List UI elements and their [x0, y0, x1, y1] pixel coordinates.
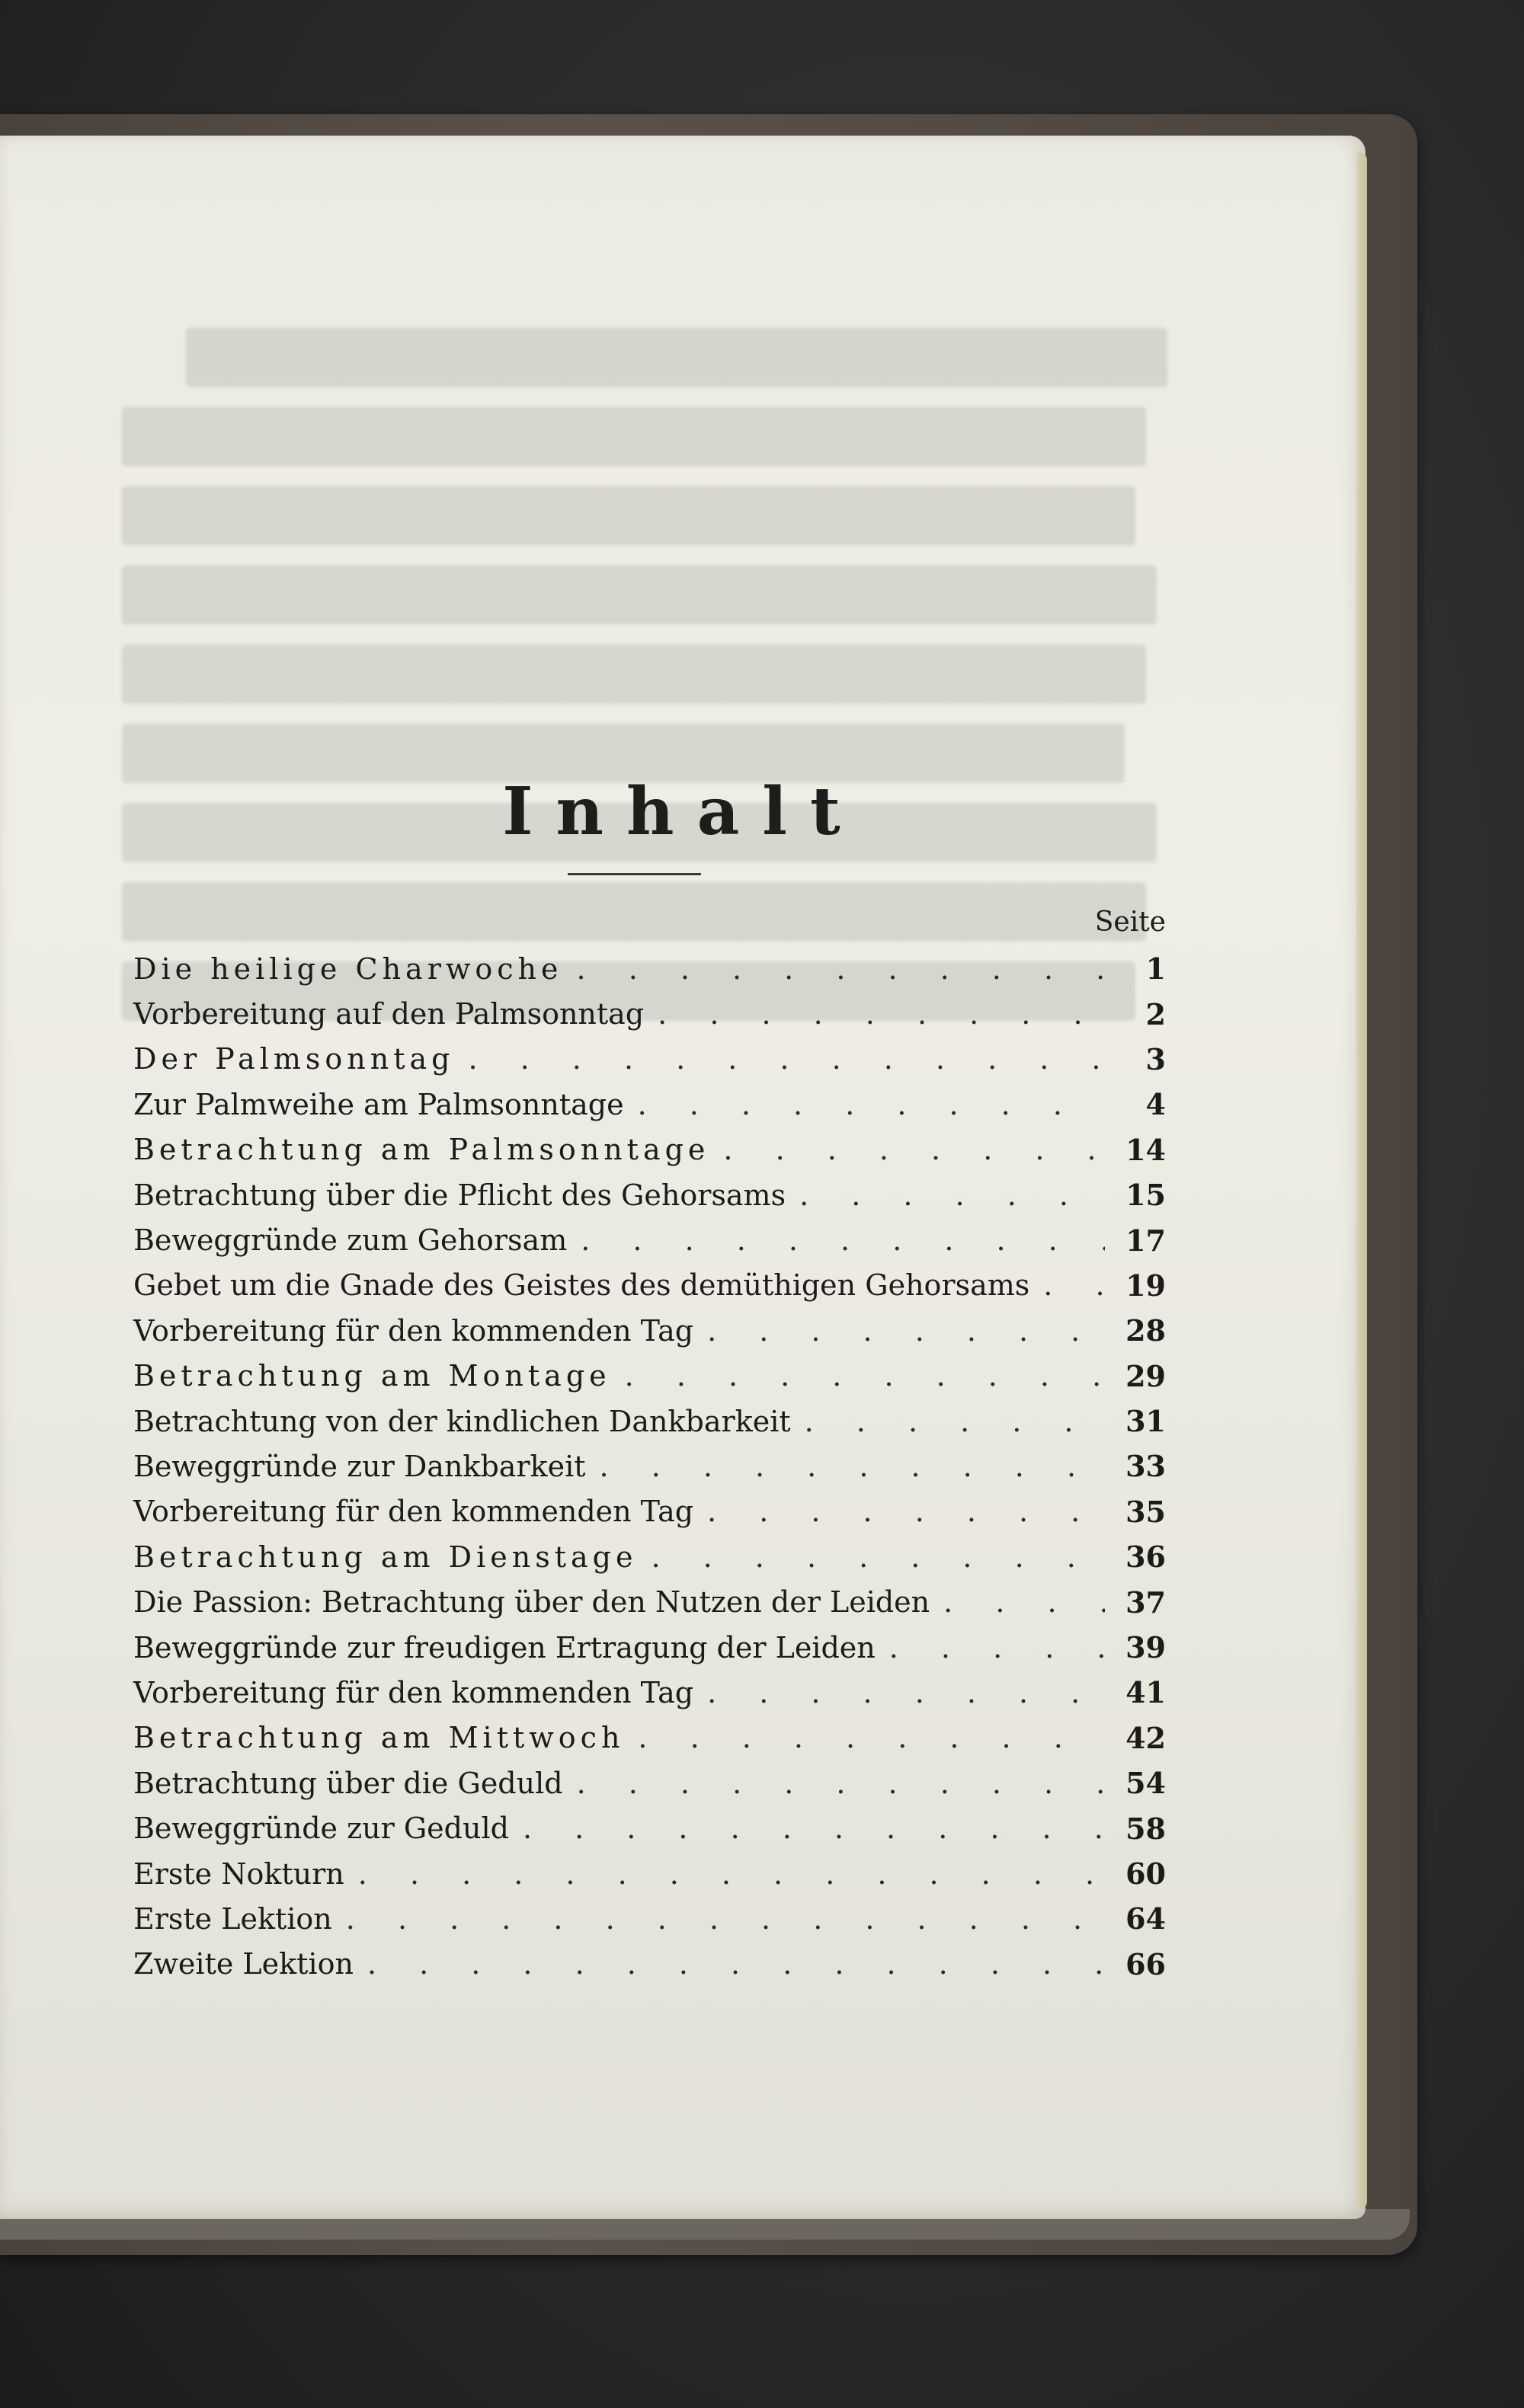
toc-entry [133, 1037, 1166, 1082]
toc-leader-dots [600, 1450, 1105, 1483]
toc-entry-page: 29 [1125, 1358, 1166, 1393]
toc-entry [133, 1896, 1166, 1941]
toc-entry-title: Der Palmsonntag [133, 1042, 455, 1076]
toc-entry-title: Zur Palmweihe am Palmsonntage [133, 1087, 624, 1121]
toc-entry [133, 1579, 1166, 1624]
toc-entry-title: Betrachtung über die Geduld [133, 1766, 563, 1800]
toc-leader-dots [707, 1676, 1105, 1709]
toc-entry-page: 35 [1125, 1494, 1166, 1529]
toc-leader-dots [707, 1495, 1105, 1528]
toc-entry-page: 28 [1125, 1313, 1166, 1348]
toc-entry-page: 17 [1125, 1223, 1166, 1258]
toc-leader-dots [889, 1631, 1105, 1664]
toc-entry-page: 3 [1145, 1041, 1166, 1076]
toc-entry [133, 1399, 1166, 1444]
toc-entry [133, 1851, 1166, 1896]
toc-leader-dots [523, 1812, 1105, 1845]
toc-leader-dots [581, 1223, 1105, 1257]
toc-entry-page: 64 [1125, 1901, 1166, 1936]
page-title: Inhalt [502, 773, 863, 850]
toc-entry-page: 42 [1125, 1720, 1166, 1755]
toc-entry [133, 1805, 1166, 1850]
toc-entry-page: 37 [1125, 1585, 1166, 1620]
toc-entry [133, 1082, 1166, 1127]
toc-entry-title: Betrachtung am Mittwoch [133, 1721, 625, 1755]
toc-entry [133, 1172, 1166, 1217]
toc-entry-page: 41 [1125, 1675, 1166, 1710]
toc-entry-page: 60 [1125, 1856, 1166, 1891]
toc-leader-dots [723, 1133, 1105, 1166]
toc-entry [133, 1942, 1166, 1987]
toc-entry-title: Vorbereitung für den kommenden Tag [133, 1675, 694, 1709]
toc-leader-dots [625, 1359, 1105, 1393]
toc-entry [133, 1534, 1166, 1579]
toc-entry-page: 2 [1145, 996, 1166, 1031]
toc-entry-title: Beweggründe zur Geduld [133, 1812, 509, 1846]
table-of-contents [133, 946, 1166, 1987]
toc-entry [133, 946, 1166, 991]
toc-entry-title: Beweggründe zur freudigen Ertragung der Leiden [133, 1630, 876, 1664]
toc-entry-title: Vorbereitung auf den Palmsonntag [133, 997, 645, 1031]
toc-leader-dots [577, 1767, 1105, 1800]
toc-entry-title: Erste Nokturn [133, 1856, 344, 1891]
toc-entry [133, 1489, 1166, 1534]
toc-leader-dots [367, 1947, 1105, 1981]
toc-entry-title: Die Passion: Betrachtung über den Nutzen der Leiden [133, 1585, 930, 1620]
toc-entry [133, 1217, 1166, 1262]
toc-entry-title: Betrachtung am Palmsonntage [133, 1133, 710, 1167]
toc-leader-dots [707, 1314, 1105, 1348]
toc-entry-page: 33 [1125, 1449, 1166, 1484]
toc-entry [133, 991, 1166, 1036]
toc-entry-title: Vorbereitung für den kommenden Tag [133, 1495, 694, 1529]
toc-entry-title: Betrachtung am Montage [133, 1359, 611, 1393]
toc-leader-dots [799, 1178, 1105, 1212]
toc-entry-title: Vorbereitung für den kommenden Tag [133, 1313, 694, 1348]
toc-entry-title: Zweite Lektion [133, 1947, 354, 1981]
page-edge [1356, 152, 1367, 2209]
toc-entry-title: Betrachtung am Dienstage [133, 1540, 638, 1574]
toc-entry-title: Betrachtung über die Pflicht des Gehorsams [133, 1178, 786, 1212]
toc-entry [133, 1354, 1166, 1399]
toc-leader-dots [1043, 1268, 1105, 1302]
toc-entry-page: 19 [1125, 1268, 1166, 1303]
toc-entry-page: 4 [1145, 1087, 1166, 1122]
toc-entry-title: Gebet um die Gnade des Geistes des demüthigen Gehorsams [133, 1268, 1030, 1303]
toc-leader-dots [638, 1721, 1105, 1754]
toc-leader-dots [651, 1540, 1105, 1574]
toc-entry [133, 1444, 1166, 1489]
toc-entry-page: 58 [1125, 1811, 1166, 1846]
toc-entry-page: 54 [1125, 1766, 1166, 1801]
toc-leader-dots [943, 1585, 1105, 1619]
toc-entry-page: 39 [1125, 1630, 1166, 1665]
toc-entry-title: Erste Lektion [133, 1901, 332, 1936]
title-rule [568, 873, 701, 875]
toc-entry [133, 1716, 1166, 1760]
toc-entry-page: 36 [1125, 1540, 1166, 1575]
page-column-label: Seite [1094, 907, 1166, 938]
toc-entry-title: Die heilige Charwoche [133, 951, 563, 986]
toc-entry-title: Beweggründe zur Dankbarkeit [133, 1449, 586, 1483]
toc-entry [133, 1625, 1166, 1670]
toc-entry-title: Beweggründe zum Gehorsam [133, 1223, 568, 1258]
toc-entry [133, 1760, 1166, 1805]
toc-entry [133, 1308, 1166, 1353]
toc-leader-dots [577, 952, 1105, 986]
toc-leader-dots [346, 1902, 1105, 1936]
toc-leader-dots [638, 1088, 1105, 1121]
toc-entry [133, 1670, 1166, 1715]
toc-leader-dots [468, 1042, 1105, 1076]
toc-leader-dots [805, 1405, 1105, 1438]
toc-leader-dots [658, 997, 1105, 1031]
toc-entry-page: 66 [1125, 1946, 1166, 1981]
toc-entry-page: 31 [1125, 1404, 1166, 1439]
toc-entry-title: Betrachtung von der kindlichen Dankbarkeit [133, 1404, 791, 1438]
toc-entry [133, 1263, 1166, 1308]
toc-leader-dots [358, 1857, 1105, 1891]
toc-entry-page: 15 [1125, 1178, 1166, 1213]
toc-entry [133, 1127, 1166, 1172]
toc-entry-page: 1 [1145, 951, 1166, 987]
toc-entry-page: 14 [1125, 1132, 1166, 1167]
